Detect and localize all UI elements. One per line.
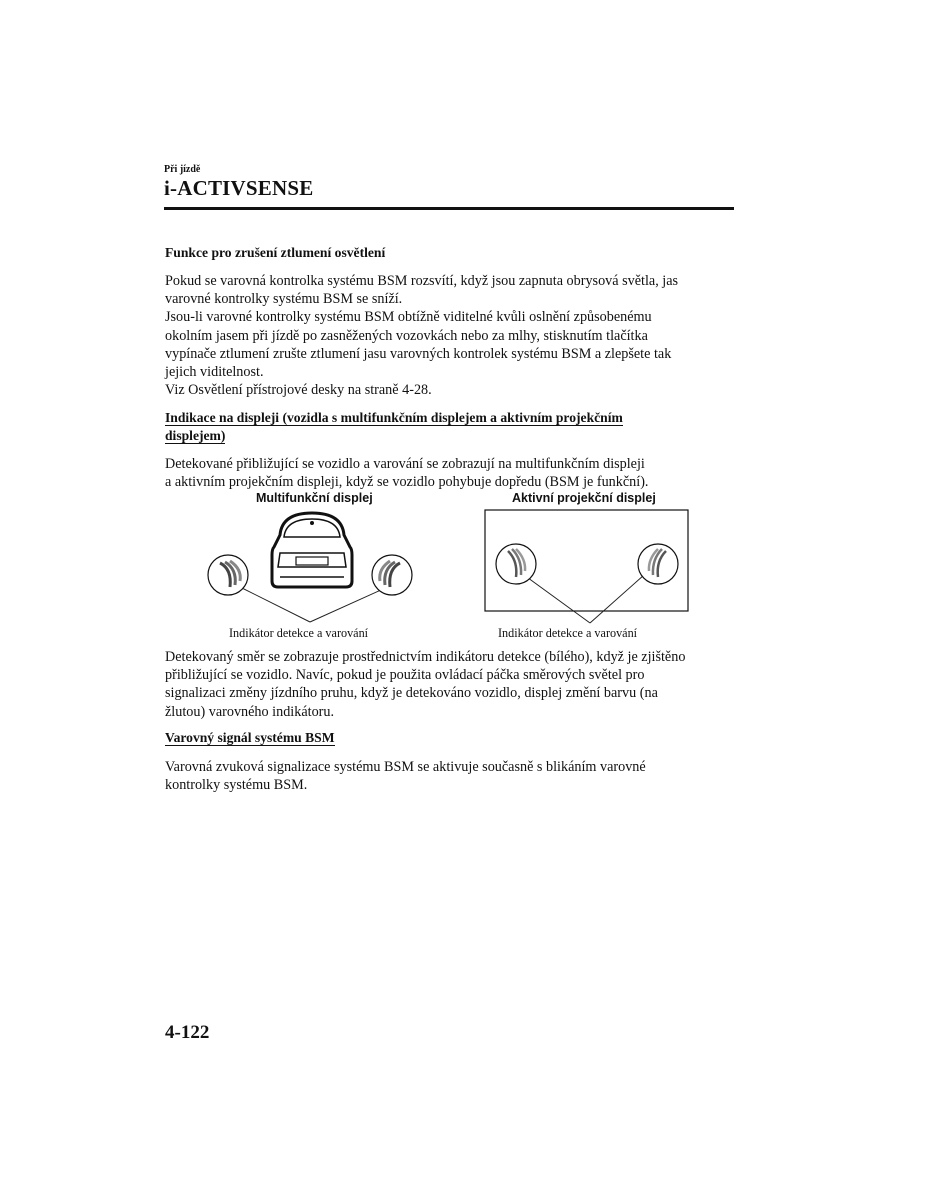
car-rear-icon: [272, 513, 352, 587]
text-line: Detekované přibližující se vozidlo a varování se zobrazují na multifunkčním displeji: [165, 456, 645, 472]
text-line: vypínače ztlumení zrušte ztlumení jasu varovných kontrolek systému BSM a zlepšete tak: [165, 345, 672, 362]
bsm-display-illustration: [200, 505, 700, 625]
multifunction-display-label: Multifunkční displej: [256, 491, 373, 505]
paragraph-direction-indication: [165, 648, 740, 721]
left-callout-lines: [236, 585, 392, 622]
text-line: Jsou-li varovné kontrolky systému BSM obtížně viditelné kvůli oslnění způsobenému: [165, 309, 652, 326]
text-line: Detekovaný směr se zobrazuje prostřednictvím indikátoru detekce (bílého), když je zjištěno: [165, 649, 686, 665]
paragraph-display-indication: [165, 455, 740, 491]
hud-left-indicator-icon: [496, 544, 536, 584]
section-label: Při jízdě: [164, 164, 201, 175]
heading-line: displejem): [165, 428, 226, 443]
heading-dimming-cancel: Funkce pro zrušení ztlumení osvětlení: [165, 245, 386, 260]
text-line: signalizaci změny jízdního pruhu, když je detekováno vozidlo, displej změní barvu (na: [165, 685, 658, 702]
heading-text: Varovný signál systému BSM: [165, 730, 335, 745]
chapter-title: i-ACTIVSENSE: [164, 176, 314, 200]
heading-display-indication: [165, 409, 735, 445]
heading-bsm-warning-sound: [165, 729, 335, 747]
text-line: a aktivním projekčním displeji, když se vozidlo pohybuje dopředu (BSM je funkční).: [165, 474, 649, 491]
text-line: Viz Osvětlení přístrojové desky na straně 4-28.: [165, 382, 432, 399]
left-detection-indicator-icon: [208, 555, 248, 595]
right-indicator-caption: Indikátor detekce a varování: [498, 626, 638, 640]
text-line: okolním jasem při jízdě po zasněžených vozovkách nebo za mlhy, stisknutím tlačítka: [165, 327, 648, 344]
text-line: jejich viditelnost.: [165, 364, 264, 381]
left-indicator-caption: Indikátor detekce a varování: [229, 626, 369, 640]
title-rule: [164, 207, 734, 210]
text-line: žlutou) varovného indikátoru.: [165, 703, 335, 720]
paragraph-dimming-cancel: [165, 272, 740, 399]
text-line: přibližující se vozidlo. Navíc, pokud je použita ovládací páčka směrových světel pro: [165, 667, 645, 684]
text-line: kontrolky systému BSM.: [165, 777, 308, 794]
paragraph-bsm-warning-sound: [165, 758, 740, 794]
hud-right-indicator-icon: [638, 544, 678, 584]
active-driving-display-label: Aktivní projekční displej: [512, 491, 656, 505]
page-number: 4-122: [165, 1022, 210, 1043]
text-line: Pokud se varovná kontrolka systému BSM rozsvítí, když jsou zapnuta obrysová světla, jas: [165, 273, 679, 289]
text-line: Varovná zvuková signalizace systému BSM se aktivuje současně s blikáním varovné: [165, 759, 646, 775]
right-detection-indicator-icon: [372, 555, 412, 595]
heading-line: Indikace na displeji (vozidla s multifunkčním displejem a aktivním projekčním: [165, 410, 623, 425]
text-line: varovné kontrolky systému BSM se sníží.: [165, 291, 403, 308]
